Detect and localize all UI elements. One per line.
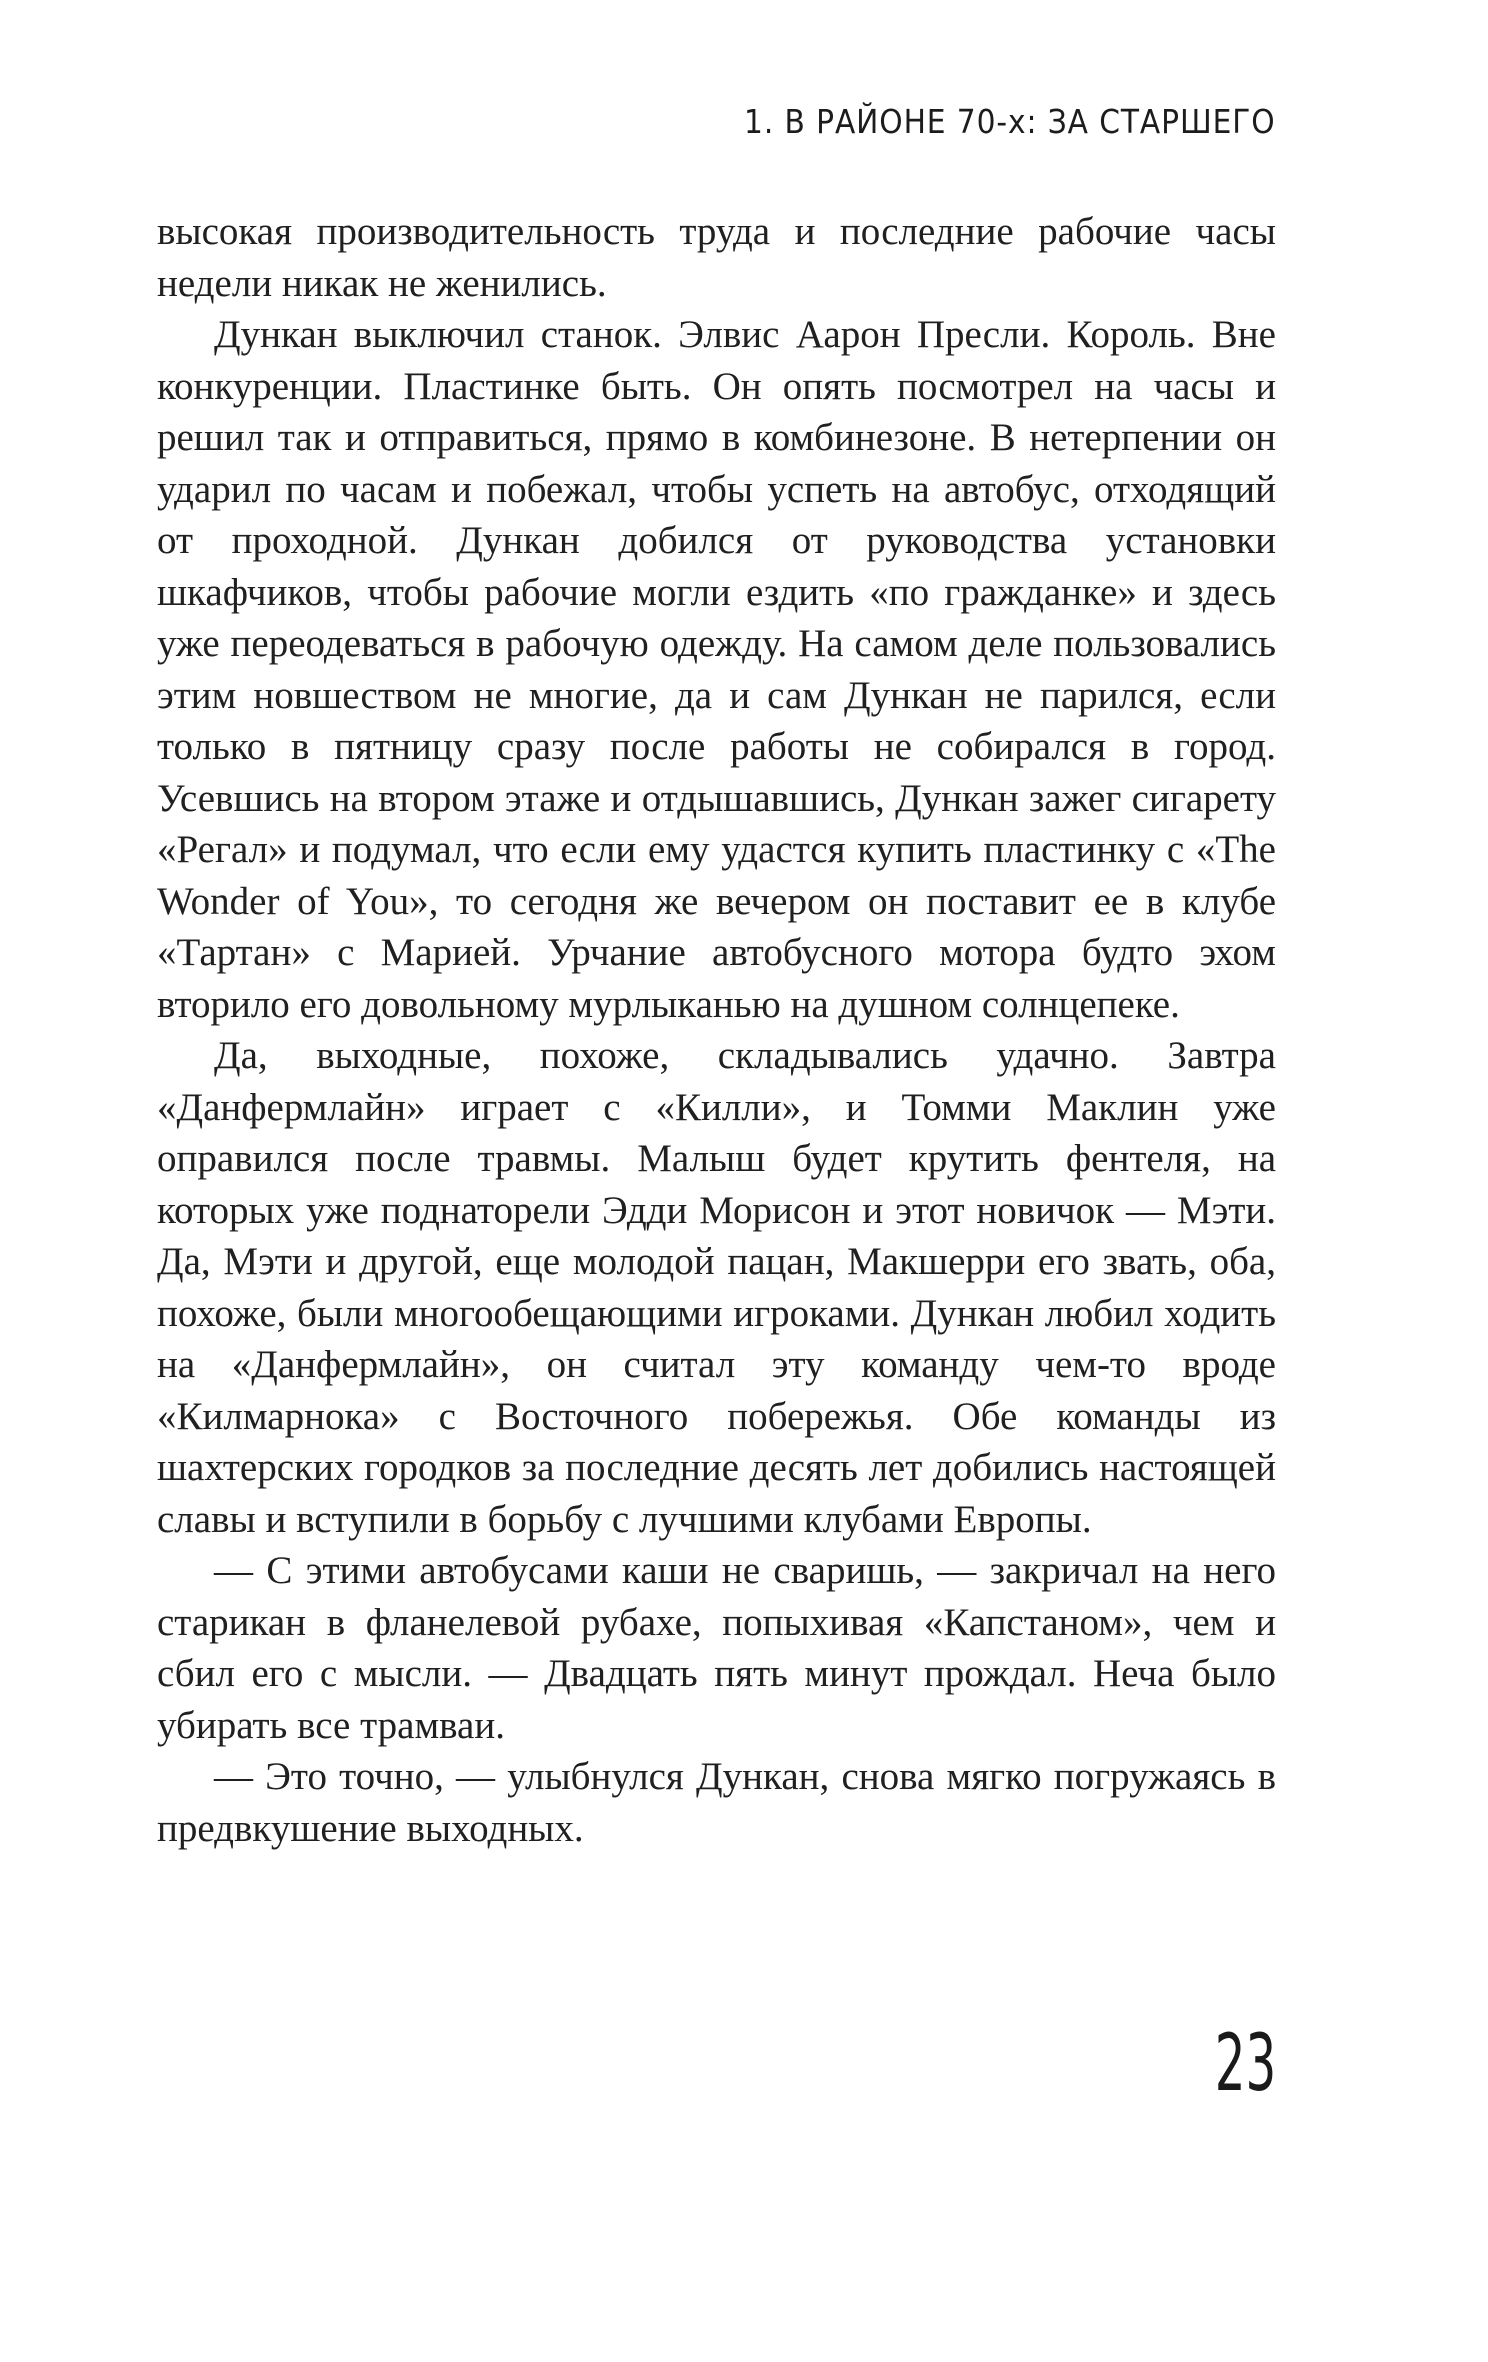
paragraph-3: Да, выходные, похоже, складывались удачно. Завтра «Данфермлайн» играет с «Килли», и Томми Маклин уже оправился после травмы. Малыш будет крутить фентеля, на которых уже поднаторели Эдди Морисон и этот новичок — Мэти. Да, Мэти и другой, еще молодой пацан, Макшерри его звать, оба, похоже, были многообещающими игроками. Дункан любил ходить на «Данфермлайн», он считал эту команду чем-то вроде «Килмарнока» с Восточного побережья. Обе команды из шахтерских городков за последние десять лет добились настоящей славы и вступили в борьбу с лучшими клубами Европы. bbox=[157, 1034, 1276, 1541]
body-text bbox=[157, 206, 1276, 1854]
paragraph-4: — С этими автобусами каши не сваришь, — закричал на него старикан в фланелевой рубахе, попыхивая «Капстаном», чем и сбил его с мысли. — Двадцать пять минут прождал. Неча было убирать все трамваи. bbox=[157, 1549, 1276, 1747]
paragraph-1: высокая производительность труда и последние рабочие часы недели никак не женились. bbox=[157, 210, 1276, 305]
paragraph-5: — Это точно, — улыбнулся Дункан, снова мягко погружаясь в предвкушение выходных. bbox=[157, 1755, 1276, 1850]
page-number: 23 bbox=[1214, 2019, 1276, 2109]
paragraph-2: Дункан выключил станок. Элвис Аарон Пресли. Король. Вне конкуренции. Пластинке быть. Он опять посмотрел на часы и решил так и отправиться, прямо в комбинезоне. В нетерпении он ударил по часам и побежал, чтобы успеть на автобус, отходящий от проходной. Дункан добился от руководства установки шкафчиков, чтобы рабочие могли ездить «по гражданке» и здесь уже переодеваться в рабочую одежду. На самом деле пользовались этим новшеством не многие, да и сам Дункан не парился, если только в пятницу сразу после работы не собирался в город. Усевшись на втором этаже и отдышавшись, Дункан зажег сигарету «Регал» и подумал, что если ему удастся купить пластинку с «The Wonder of You», то сегодня же вечером он поставит ее в клубе «Тартан» с Марией. Урчание автобусного мотора будто эхом вторило его довольному мурлыканью на душном солнцепеке. bbox=[157, 313, 1276, 1026]
running-header: 1. В РАЙОНЕ 70-х: ЗА СТАРШЕГО bbox=[744, 102, 1276, 141]
